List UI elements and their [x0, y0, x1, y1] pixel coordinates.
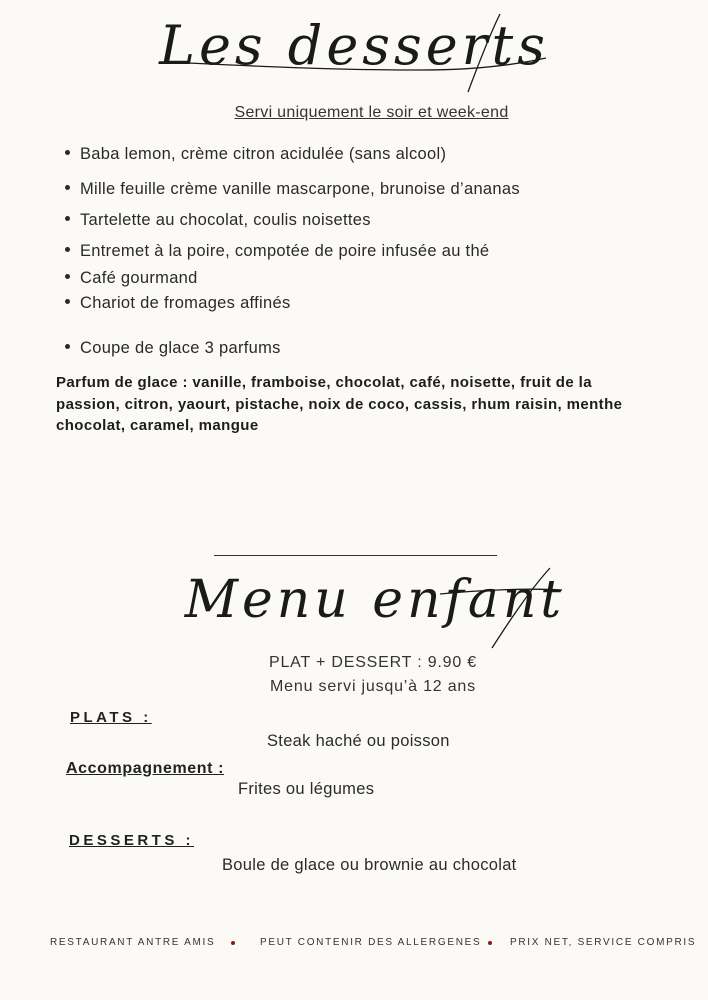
- bullet-icon: [65, 274, 70, 279]
- desserts-subtitle: Servi uniquement le soir et week-end: [234, 104, 509, 121]
- list-item: Chariot de fromages affinés: [58, 294, 291, 313]
- menu-enfant-title: Menu enfant: [184, 570, 566, 630]
- menu-price: PLAT + DESSERT : 9.90 €: [269, 654, 477, 671]
- list-item: Coupe de glace 3 parfums: [58, 339, 281, 358]
- bullet-icon: [65, 216, 70, 221]
- bullet-icon: [65, 150, 70, 155]
- list-item: Café gourmand: [58, 269, 198, 288]
- bullet-icon: [65, 344, 70, 349]
- section-divider: [214, 555, 497, 556]
- footer-separator-dot: [231, 941, 235, 945]
- plats-value: Steak haché ou poisson: [267, 732, 450, 750]
- accompagnement-value: Frites ou légumes: [238, 780, 375, 798]
- desserts-title: Les desserts: [159, 14, 549, 77]
- desserts-title-flourish: [0, 0, 708, 110]
- list-item: Tartelette au chocolat, coulis noisettes: [58, 211, 371, 230]
- desserts-enfant-value: Boule de glace ou brownie au chocolat: [222, 856, 517, 874]
- bullet-icon: [65, 299, 70, 304]
- footer-restaurant-name: RESTAURANT ANTRE AMIS: [50, 937, 216, 948]
- footer-separator-dot: [488, 941, 492, 945]
- list-item: Entremet à la poire, compotée de poire infusée au thé: [58, 242, 489, 261]
- list-item: Baba lemon, crème citron acidulée (sans alcool): [58, 145, 446, 164]
- ice-cream-flavors-note: Parfum de glace : vanille, framboise, chocolat, café, noisette, fruit de la passion, citron, yaourt, pistache, noix de coco, cassis, rhum raisin, menthe chocolat, caramel, mangue: [56, 374, 623, 434]
- footer-allergens: PEUT CONTENIR DES ALLERGENES: [260, 937, 482, 948]
- accompagnement-label: Accompagnement :: [66, 760, 225, 777]
- desserts-enfant-label: DESSERTS :: [69, 832, 195, 849]
- footer-price-note: PRIX NET, SERVICE COMPRIS: [510, 937, 697, 948]
- bullet-icon: [65, 185, 70, 190]
- list-item: Mille feuille crème vanille mascarpone, brunoise d’ananas: [58, 180, 520, 199]
- plats-label: PLATS :: [70, 709, 152, 726]
- menu-enfant-title-flourish: [0, 560, 708, 660]
- bullet-icon: [65, 247, 70, 252]
- menu-age-note: Menu servi jusqu’à 12 ans: [270, 678, 476, 695]
